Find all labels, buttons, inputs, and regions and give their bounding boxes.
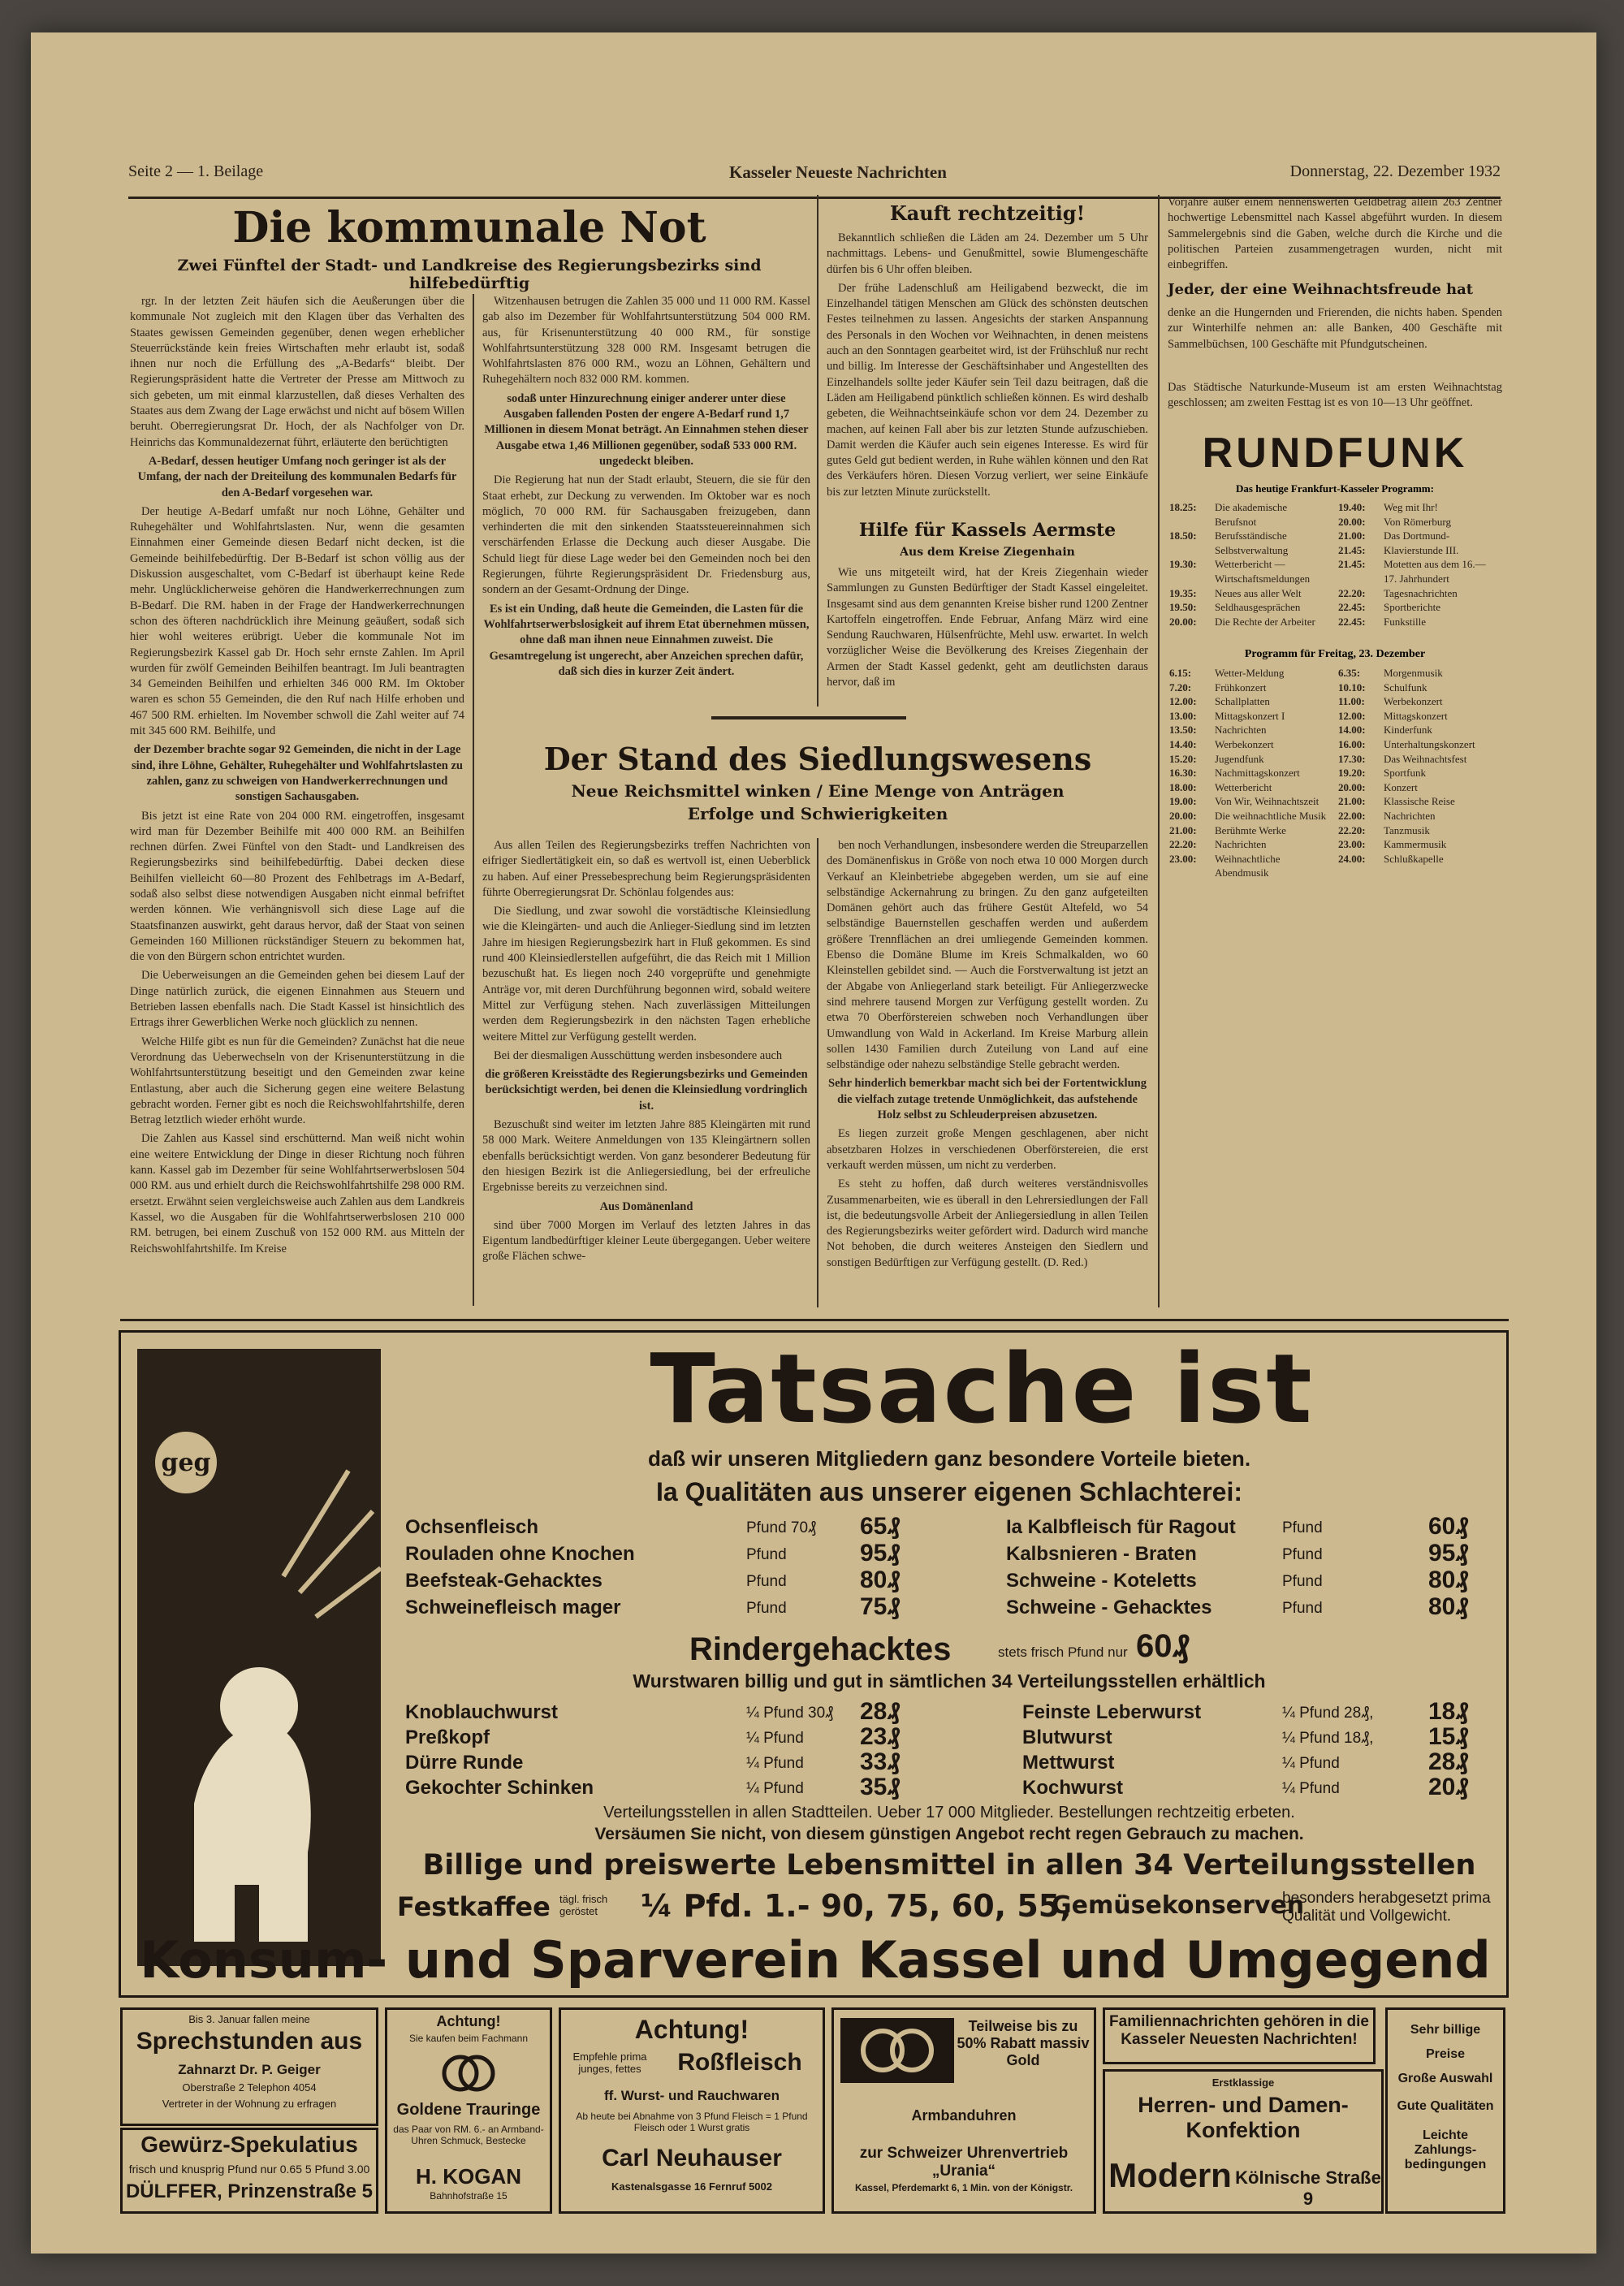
ad-konsum-rinder: Rindergehacktes — [689, 1631, 952, 1667]
price-row — [1006, 1593, 1501, 1623]
rundfunk-time: 13.50: — [1169, 724, 1197, 737]
rundfunk-time: 22.20: — [1338, 586, 1366, 599]
rundfunk-program: Funkstille — [1384, 615, 1427, 628]
rundfunk-entry — [1338, 557, 1505, 586]
item-unit: Pfund — [1282, 1573, 1323, 1590]
meat-list-left — [405, 1513, 1039, 1630]
item-price: 15₰ — [1428, 1723, 1470, 1750]
ad-konsum-info1: Verteilungsstellen in allen Stadtteilen. Ueber 17 000 Mitglieder. Bestellungen rechtzeitig erbeten. — [603, 1804, 1295, 1821]
rundfunk-time: 13.00: — [1169, 709, 1197, 722]
rundfunk-program: Die akademische Berufsnot — [1215, 501, 1288, 528]
item-unit: Pfund — [1282, 1600, 1323, 1617]
ad-duelffer: Gewürz-Spekulatius frisch und knusprig Pfund nur 0.65 5 Pfund 3.00 DÜLFFER, Prinzenstraße 5 — [120, 2128, 378, 2214]
item-price: 75₰ — [860, 1593, 901, 1620]
ad-modern: Erstklassige Herren- und Damen-Konfektion Modern Kölnische Straße 9 — [1103, 2069, 1384, 2214]
rundfunk-time: 20.00: — [1169, 615, 1197, 628]
item-price: 28₰ — [860, 1698, 901, 1725]
rings-icon — [436, 2049, 501, 2098]
article-main-subhead: Zwei Fünftel der Stadt- und Landkreise des Regierungsbezirks sind hilfebedürftig — [177, 257, 762, 292]
rundfunk-time: 16.30: — [1169, 767, 1197, 780]
article-hilfe-subhead: Aus dem Kreise Ziegenhain — [900, 546, 1075, 559]
rundfunk-time: 14.00: — [1338, 724, 1366, 737]
price-row — [405, 1566, 1039, 1597]
item-name: Preßkopf — [405, 1726, 490, 1748]
ad-konsum-kaffee-note: tägl. frisch geröstet — [559, 1893, 608, 1917]
price-row — [1006, 1566, 1501, 1597]
wurst-list-right — [1022, 1698, 1501, 1807]
rundfunk-program: Das Dortmund- — [1384, 529, 1450, 542]
rundfunk-headline: RUNDFUNK — [1202, 430, 1468, 477]
rundfunk-entry — [1169, 809, 1337, 823]
rundfunk-program: Nachmittagskonzert — [1215, 767, 1300, 780]
rundfunk-program: Weg mit Ihr! — [1384, 501, 1438, 513]
rundfunk-entry — [1338, 529, 1505, 543]
rundfunk-time: 6.35: — [1338, 667, 1361, 679]
rundfunk-time: 11.00: — [1338, 695, 1365, 708]
ad-konsum — [119, 1330, 1509, 1998]
rundfunk-time: 22.45: — [1338, 601, 1366, 614]
rundfunk-program: Das Weihnachtsfest — [1384, 752, 1467, 765]
ad-modern-side: Sehr billige Preise Große Auswahl Gute Qualitäten Leichte Zahlungs-bedingungen — [1385, 2007, 1505, 2214]
rundfunk-time: 20.00: — [1338, 515, 1366, 528]
item-name: Schweine - Koteletts — [1006, 1570, 1197, 1592]
ad-familien: Familiennachrichten gehören in die Kasseler Neuesten Nachrichten! — [1103, 2007, 1376, 2064]
rundfunk-program: Klassische Reise — [1384, 795, 1455, 808]
rundfunk-program: Motetten aus dem 16.—17. Jahrhundert — [1384, 558, 1486, 585]
price-row — [405, 1540, 1039, 1570]
item-name: Dürre Runde — [405, 1752, 524, 1774]
rundfunk-entry — [1169, 723, 1337, 737]
rundfunk-friday-right — [1338, 666, 1505, 1307]
rundfunk-time: 18.25: — [1169, 501, 1197, 513]
rundfunk-entry — [1338, 709, 1505, 724]
rundfunk-time: 20.00: — [1169, 809, 1197, 822]
rundfunk-time: 19.50: — [1169, 601, 1197, 614]
article-right-headline2: Jeder, der eine Weihnachtsfreude hat — [1168, 281, 1474, 298]
rundfunk-today-right — [1338, 500, 1505, 646]
ad-konsum-kaffee-prices: ¼ Pfd. 1.- 90, 75, 60, 55, — [641, 1888, 1072, 1924]
rundfunk-program: Werbekonzert — [1215, 737, 1274, 750]
rundfunk-entry — [1338, 809, 1505, 823]
rundfunk-program: Unterhaltungskonzert — [1384, 737, 1475, 750]
article-siedlung-headline: Der Stand des Siedlungswesens — [543, 741, 1092, 777]
ad-konsum-rinder-note: stets frisch Pfund nur — [998, 1644, 1128, 1660]
rundfunk-program: Kinderfunk — [1384, 724, 1432, 737]
rundfunk-entry — [1338, 515, 1505, 529]
rundfunk-entry — [1169, 752, 1337, 767]
rundfunk-program: Wetterbericht — Wirtschaftsmeldungen — [1215, 558, 1311, 585]
rundfunk-sub1: Das heutige Frankfurt-Kasseler Programm: — [1236, 482, 1434, 495]
ad-urania: Teilweise bis zu 50% Rabatt massiv Gold Armbanduhren zur Schweizer Uhrenvertrieb „Urania“ Kassel, Pferdemarkt 6, 1 Min. von der Königstr. — [831, 2007, 1096, 2214]
item-name: Beefsteak-Gehacktes — [405, 1570, 603, 1592]
article-siedlung-col1: Aus allen Teilen des Regierungsbezirks treffen Nachrichten von eifriger Siedlertätigkeit ein, so daß es wertvoll ist, einen Ueberblick zu haben. Auf einer Pressebesprechung beim Regierungspräsidenten führte Oberregierungsrat Dr. Schönlau folgendes aus: Die Siedlung, und zwar sowohl die vorstädtische Kleinsiedlung wie die Kleingärten- und auch die Anlieger-Siedlung sind im letzten Jahre im hiesigen Regierungsbezirk hart in Fluß gekommen. Es sind rund 400 Kleinsiedlerstellen aufgeführt, die das Reich mit 1 Million bezuschußt hat. Es liegen noch 240 vorgeprüfte und genehmigte Anträge vor, mit deren Durchführung begonnen wird, sobald weitere Mittel zur Verfügung stehen. Nach zuverlässigen Mitteilungen werden dem Regierungsbezirk in den nächsten Tagen erhebliche weitere Mittel zur Verfügung gestellt werden. Bei der diesmaligen Ausschüttung werden insbesondere auch die größeren Kreisstädte des Regierungsbezirks und Gemeinden berücksichtigt werden, bei denen die Kleinsiedlung vordringlich ist. Bezuschußt sind weiter im letzten Jahre 885 Kleingärten mit rund 58 000 Mark. Weitere Anmeldungen von 135 Kleingärtnern sollen ebenfalls berücksichtigt werden. Von ganz besonderer Bedeutung für den hiesigen Bezirk ist die Anliegersiedlung, bei der erfreuliche Ergebnisse bereits zu verzeichnen sind. Aus Domänenland sind über 7000 Morgen im Verlauf des letzten Jahres in das Eigentum landbedürftiger kleiner Leute übergegangen. Ueber weitere große Flächen schwe- — [482, 839, 810, 1264]
ad-konsum-footer: Konsum- und Sparverein Kassel und Umgegend — [140, 1930, 1491, 1990]
rundfunk-time: 19.00: — [1169, 795, 1197, 808]
rundfunk-program: Neues aus aller Welt — [1215, 586, 1302, 599]
newspaper-page — [31, 32, 1596, 2254]
item-name: Rouladen ohne Knochen — [405, 1543, 635, 1565]
rundfunk-entry — [1169, 837, 1337, 852]
item-unit: ¼ Pfund 30₰ — [746, 1705, 834, 1722]
item-price: 80₰ — [1428, 1593, 1470, 1620]
header-left: Seite 2 — 1. Beilage — [128, 162, 264, 180]
item-price: 35₰ — [860, 1774, 901, 1800]
item-price: 80₰ — [1428, 1566, 1470, 1593]
rundfunk-time: 21.00: — [1338, 529, 1366, 542]
item-unit: ¼ Pfund — [746, 1730, 804, 1747]
item-unit: ¼ Pfund — [746, 1755, 804, 1772]
rundfunk-program: Weihnachtliche Abendmusik — [1215, 852, 1281, 879]
rundfunk-entry — [1338, 837, 1505, 852]
ad-geiger: Bis 3. Januar fallen meine Sprechstunden aus Zahnarzt Dr. P. Geiger Oberstraße 2 Telephon 4054 Vertreter in der Wohnung zu erfragen — [120, 2007, 378, 2126]
rundfunk-program: Werbekonzert — [1384, 695, 1443, 708]
rundfunk-time: 22.20: — [1338, 823, 1366, 836]
child-illustration — [137, 1349, 381, 1966]
article-siedlung-col2: ben noch Verhandlungen, insbesondere werden die Streuparzellen des Domänenfiskus in Größe von noch etwa 10 000 Morgen durch Verkauf an Kleinbetriebe abgegeben werden, um sie auf eine selbständige Ackernahrung zu bringen. Zu den ganz aufgeteilten Domänen gehört auch das frühere Gestüt Altefeld, wo 54 selbständige Bauernstellen geschaffen werden und außerdem größere Trennflächen an drei umliegende Gemeinden kommen. Ebenso die Domäne Blume im Kreis Schmalkalden, wo 60 Kleinstellen gebildet sind. — Auch die Forstverwaltung ist jetzt an der Abgabe von Anliegerland stark beteiligt. Für Anliegerzwecke sind mehrere tausend Morgen zur Verfügung gestellt worden. Zu etwa 70 Oberförstereien schweben noch Verhandlungen über Umwandlung von Wald in Ackerland. Im Kreise Marburg allein sollen 1430 Familien durch Zuteilung von Land auf eine selbständige oder nahezu selbständige Stelle gebracht werden. Sehr hinderlich bemerkbar macht sich bei der Fortentwicklung die vielfach zutage tretende Unmöglichkeit, das aufstehende Holz selbst zu Schleuderpreisen abzusetzen. Es liegen zurzeit große Mengen geschlagenen, aber nicht absetzbaren Holzes in verschiedenen Oberförstereien, die erst verkauft werden müssen, um nicht zu verderben. Es steht zu hoffen, daß durch weiteres verständnisvolles Zusammenarbeiten, wie es überall in den Lehrersiedlungen der Fall ist, die bedeutungsvolle Arbeit der Anliegersiedlung in allen Teilen des Regierungsbezirks weiter gefördert wird. Dadurch wird manche Not behoben, die durch weiteres Ansteigen den Siedlern und sonstigen Bedürftigen zur Verfügung gestellt. (D. Red.) — [827, 839, 1148, 1269]
rundfunk-time: 12.00: — [1338, 709, 1366, 722]
rundfunk-time: 21.45: — [1338, 558, 1366, 571]
price-row — [405, 1723, 1039, 1752]
rundfunk-time: 19.20: — [1338, 767, 1366, 780]
item-unit: Pfund — [746, 1573, 787, 1590]
ad-konsum-line2: Ia Qualitäten aus unserer eigenen Schlachterei: — [655, 1477, 1243, 1506]
rundfunk-time: 18.50: — [1169, 529, 1197, 542]
rundfunk-program: Mittagskonzert I — [1215, 709, 1285, 722]
rundfunk-sub2: Programm für Freitag, 23. Dezember — [1244, 648, 1426, 660]
item-price: 23₰ — [860, 1723, 901, 1750]
price-row — [405, 1513, 1039, 1543]
rundfunk-time: 24.00: — [1338, 852, 1366, 865]
rundfunk-program: Schallplatten — [1215, 695, 1270, 708]
item-unit: Pfund — [746, 1600, 787, 1617]
rundfunk-entry — [1169, 557, 1337, 586]
item-unit: ¼ Pfund — [746, 1780, 804, 1797]
rundfunk-program: Nachrichten — [1215, 724, 1267, 737]
rings-icon — [840, 2018, 954, 2083]
item-unit: ¼ Pfund 28₰, — [1282, 1705, 1374, 1722]
header-center: Kasseler Neueste Nachrichten — [729, 162, 947, 182]
rundfunk-program: Morgenmusik — [1384, 667, 1443, 679]
rundfunk-entry — [1169, 709, 1337, 724]
ad-neuhauser: Achtung! Empfehle prima junges, fettes Roßfleisch ff. Wurst- und Rauchwaren Ab heute bei Abnahme von 3 Pfund Fleisch = 1 Pfund Fleisch oder 1 Wurst gratis Carl Neuhauser Kastenalsgasse 16 Fernruf 5002 — [559, 2007, 825, 2214]
rundfunk-program: Berufsständische Selbstverwaltung — [1215, 529, 1289, 556]
item-name: Kochwurst — [1022, 1777, 1124, 1799]
rundfunk-time: 19.30: — [1169, 558, 1197, 571]
ad-konsum-slogan: Billige und preiswerte Lebensmittel in allen 34 Verteilungsstellen — [422, 1849, 1476, 1882]
price-row — [405, 1698, 1039, 1726]
item-unit: ¼ Pfund — [1282, 1755, 1340, 1772]
item-unit: Pfund — [1282, 1519, 1323, 1536]
rundfunk-program: Jugendfunk — [1215, 752, 1264, 765]
price-row — [1006, 1540, 1501, 1570]
item-price: 20₰ — [1428, 1774, 1470, 1800]
price-row — [405, 1774, 1039, 1802]
item-name: Ochsenfleisch — [405, 1516, 539, 1538]
rundfunk-entry — [1338, 737, 1505, 752]
article-hilfe-headline: Hilfe für Kassels Aermste — [858, 520, 1116, 541]
rundfunk-time: 20.00: — [1338, 780, 1366, 793]
rundfunk-time: 18.00: — [1169, 780, 1197, 793]
item-price: 95₰ — [1428, 1540, 1470, 1566]
item-name: Schweine - Gehacktes — [1006, 1597, 1212, 1618]
rundfunk-program: Von Wir, Weihnachtszeit — [1215, 795, 1320, 808]
item-price: 80₰ — [860, 1566, 901, 1593]
article-siedlung-subhead2: Erfolge und Schwierigkeiten — [687, 804, 948, 823]
item-name: Knoblauchwurst — [405, 1701, 559, 1723]
rundfunk-time: 16.00: — [1338, 737, 1366, 750]
article-main-col2: Witzenhausen betrugen die Zahlen 35 000 und 11 000 RM. Kassel gab also im Dezember für Wohlfahrtsunterstützung 504 000 RM. aus, für Krisenunterstützung 40 000 RM., für sonstige Wohlfahrtsunterstützung 328 000 RM. Insgesamt betrugen die Wohlfahrtslasten 876 000 RM., wozu an Löhnen, Gehältern und Ruhegehältern noch 832 000 RM. kommen. sodaß unter Hinzurechnung einiger anderer unter diese Ausgaben fallenden Posten der engere A-Bedarf rund 1,7 Millionen in diesem Monat beträgt. An Einnahmen stehen dieser Ausgabe etwa 1,46 Millionen gegenüber, sodaß 533 000 RM. ungedeckt bleiben. Die Regierung hat nun der Stadt erlaubt, Steuern, die sie für den Staat erhebt, zur Deckung zu verwenden. Im Oktober war es noch möglich, 70 000 RM. für Sachausgaben freizugeben, dann verhinderten die mit den sinkenden Staatssteuereinnahmen sich verschärfenden Erlasse die Deckung auch dieser Ausgabe. Die Schuld liegt für diese Lage weder bei den Gemeinden noch bei den Regierungen, führte Regierungspräsident Dr. Friedensburg aus, sondern an der Gesamt-Ordnung der Dinge. Es ist ein Unding, daß heute die Gemeinden, die Lasten für die Wohlfahrtserwerbslosigkeit auf ihrem Etat übernehmen müssen, ohne daß man ihnen neue Einnahmen zuweist. Die Gesamtregelung ist ungerecht, aber Anzeichen sprechen dafür, daß sich dies in kurzer Zeit ändert. — [482, 295, 810, 678]
article-kauf-headline: Kauft rechtzeitig! — [889, 201, 1086, 225]
article-main-col1: rgr. In der letzten Zeit häufen sich die Aeußerungen über die kommunale Not zugleich mit den Klagen über das Verhalten des Staates gewissen Gemeinden gegenüber, denen wegen erheblicher Steuerrückstände kein freies Wirtschaften mehr erlaubt ist, sodaß ihnen nur noch die Erfüllung des „A-Bedarfs“ bleibt. Der Regierungspräsident hatte die Vertreter der Presse am Mittwoch zu sich gebeten, um mit einmal klarzustellen, daß dieses Verhalten des Staates aus dem Zwang der Lage erwächst und nicht auf bösem Willen beruht. Oberregierungsrat Dr. Hoch, der als Nachfolger von Dr. Heinrichs das Kommunaldezernat führt, erläuterte den berüchtigten A-Bedarf, dessen heutiger Umfang noch geringer ist als der Umfang, der nach der Dreiteilung des kommunalen Bedarfs für den A-Bedarf vorgesehen war. Der heutige A-Bedarf umfaßt nur noch Löhne, Gehälter und Ruhegehälter und Wohlfahrtslasten. Nur, wenn die gesamten Einnahmen einer Gemeinde diesen Bedarf nicht decken, ist die Gemeinde beihilfebedürftig. Der B-Bedarf ist schon völlig aus der Diskussion ausgeschaltet, vom C-Bedarf ist überhaupt keine Rede mehr. Unglücklicherweise gehören die Handwerkerrechnungen zum B-Bedarf. Die RM. haben in der Frage der Handwerkerrechnungen schon des öfteren nachdrücklich ihre Meinung geäußert, sodaß sich hier wohl weiteres erübrigt. Ueber die kommunale Not im Regierungsbezirk Kassel gab Dr. Hoch sehr ernste Zahlen. Im April wurden für zwölf Gemeinden Beihilfen beantragt. Im Juli beantragten 34 Gemeinden Beihilfen und erhielten 346 000 RM. Im Oktober waren es schon 55 Gemeinden, die den Ruf nach Hilfe erhoben und 467 500 RM. erhielten. Im November schwoll die Zahl weiter auf 74 mit 345 600 RM. Beihilfe, und der Dezember brachte sogar 92 Gemeinden, die nicht in der Lage sind, ihre Löhne, Gehälter, Ruhegehälter und Wohlfahrtslasten zu zahlen, ganz zu schweigen von Handwerkerrechnungen und sonstigen Sachausgaben. Bis jetzt ist eine Rate von 204 000 RM. eingetroffen, insgesamt wird man für Dezember Beihilfe mit 400 000 RM. an Beihilfen rechnen dürfen. Zwei Fünftel von den Stadt- und Landkreisen des Regierungsbezirks sind beihilfebedürftig. Dabei decken diese Beihilfen vielleicht 60—80 Prozent des Fehlbetrags im A-Bedarf, sodaß also selbst diese notwendigen Ausgaben nicht einmal befriftet werden können. Wie verhängnisvoll sich diese Lage auf die Staatsfinanzen auswirkt, geht daraus hervor, daß der Staat von seinen Gemeinden 160 Millionen rückständiger Steuern zu bekommen hat, die von den Bürgern schon entrichtet wurden. Die Ueberweisungen an die Gemeinden gehen bei diesem Lauf der Dinge natürlich zurück, die eigenen Einnahmen aus Steuern und Betrieben lassen ebenfalls nach. Die Stadt Kassel ist hinsichtlich des Ertrags ihrer Gewerblichen Werke noch glücklich zu nennen. Welche Hilfe gibt es nun für die Gemeinden? Zunächst hat die neue Verordnung das Ueberwechseln von der Krisenunterstützung in die Wohlfahrtsunterstützung beseitigt und den Gemeinden zwar keine Entlastung, aber auch die Sicherung gegen eine weitere Belastung gebracht worden. Ferner gibt es noch die Reichswohlfahrtshilfe, deren Betrag letztlich wieder erhöht wurde. Die Zahlen aus Kassel sind erschütternd. Man weiß nicht wohin eine weitere Entwicklung der Dinge in dieser Richtung noch führen kann. Kassel gab im Dezember für seine Wohlfahrtserwerbslosen 504 000 RM. aus und erhielt durch die Reichswohlfahrtshilfe 298 000 RM. ersetzt. Erwähnt seien vergleichsweise auch Zahlen aus dem Landkreis Kassel, wo die Ausgaben für die Wohlfahrtserwerbslosen 210 000 RM. betrugen, bei einem Zuschuß von 152 000 RM. aus Mitteln der Reichswohlfahrtshilfe. Im Kreise — [130, 295, 464, 1255]
rundfunk-entry — [1338, 723, 1505, 737]
rundfunk-time: 21.00: — [1338, 795, 1366, 808]
rundfunk-entry — [1169, 780, 1337, 795]
rundfunk-program: Die weihnachtliche Musik — [1215, 809, 1327, 822]
rundfunk-program: Nachrichten — [1215, 838, 1267, 851]
rundfunk-entry — [1338, 615, 1505, 629]
rundfunk-entry — [1169, 737, 1337, 752]
item-price: 33₰ — [860, 1748, 901, 1775]
ad-konsum-line1: daß wir unseren Mitgliedern ganz besondere Vorteile bieten. — [647, 1446, 1251, 1471]
rundfunk-entry — [1338, 823, 1505, 838]
rundfunk-friday-left — [1169, 666, 1337, 1307]
article-right-text3: Das Städtische Naturkunde-Museum ist am ersten Weihnachtstag geschlossen; am zweiten Festtag ist es von 10—13 Uhr geöffnet. — [1168, 381, 1502, 410]
rundfunk-program: Tanzmusik — [1384, 823, 1430, 836]
rundfunk-time: 12.00: — [1169, 695, 1197, 708]
rundfunk-time: 21.00: — [1169, 823, 1197, 836]
rundfunk-entry — [1338, 666, 1505, 681]
article-right-text2: denke an die Hungernden und Frierenden, die nichts haben. Spenden zur Winterhilfe nehmen an: alle Banken, 400 Geschäfte mit Sammelbüchsen, 100 Geschäfte mit Pfundgutscheinen. — [1168, 306, 1502, 351]
article-right-text: Vorjahre außer einem nennenswerten Geldbetrag allein 263 Zentner hochwertige Lebensmittel nach Kassel abgeführt wurden. In diesem Sammelergebnis sind die Gaben, welche durch die Kirche und die politischen Parteien zusammengetragen wurden, nicht mit einbegriffen. — [1168, 196, 1502, 272]
rundfunk-program: Wetterbericht — [1215, 780, 1272, 793]
item-unit: ¼ Pfund 18₰, — [1282, 1730, 1374, 1747]
rundfunk-entry — [1169, 666, 1337, 681]
rundfunk-today-left — [1169, 500, 1337, 646]
item-price: 18₰ — [1428, 1698, 1470, 1725]
rundfunk-entry — [1169, 500, 1337, 529]
rundfunk-entry — [1169, 600, 1337, 615]
rundfunk-time: 10.10: — [1338, 681, 1366, 694]
header-right: Donnerstag, 22. Dezember 1932 — [1289, 162, 1501, 180]
item-price: 60₰ — [1428, 1513, 1470, 1540]
rundfunk-time: 6.15: — [1169, 667, 1192, 679]
rundfunk-entry — [1169, 694, 1337, 709]
item-unit: Pfund — [746, 1546, 787, 1563]
rundfunk-entry — [1169, 529, 1337, 557]
item-price: 65₰ — [860, 1513, 901, 1540]
rundfunk-time: 17.30: — [1338, 752, 1366, 765]
item-name: Blutwurst — [1022, 1726, 1112, 1748]
ad-konsum-gemuese: Gemüsekonserven — [1052, 1891, 1305, 1920]
rundfunk-entry — [1169, 823, 1337, 838]
rundfunk-time: 19.35: — [1169, 586, 1197, 599]
meat-list-right — [1006, 1513, 1501, 1630]
rundfunk-entry — [1169, 586, 1337, 601]
rundfunk-program: Tagesnachrichten — [1384, 586, 1458, 599]
item-name: Mettwurst — [1022, 1752, 1115, 1774]
rundfunk-program: Sportfunk — [1384, 767, 1426, 780]
rundfunk-time: 21.45: — [1338, 543, 1366, 556]
item-unit: Pfund 70₰ — [746, 1519, 816, 1536]
rundfunk-program: Mittagskonzert — [1384, 709, 1448, 722]
rundfunk-entry — [1338, 681, 1505, 695]
page-header — [128, 128, 1501, 199]
rundfunk-time: 22.00: — [1338, 809, 1366, 822]
item-name: Gekochter Schinken — [405, 1777, 594, 1799]
rundfunk-entry — [1338, 586, 1505, 601]
item-name: Feinste Leberwurst — [1022, 1701, 1202, 1723]
article-main-headline: Die kommunale Not — [232, 203, 706, 253]
item-name: Kalbsnieren - Braten — [1006, 1543, 1197, 1565]
item-price: 95₰ — [860, 1540, 901, 1566]
ad-konsum-headline: Tatsache ist — [650, 1333, 1314, 1445]
item-name: Ia Kalbfleisch für Ragout — [1006, 1516, 1236, 1538]
rundfunk-entry — [1169, 852, 1337, 880]
rundfunk-program: Nachrichten — [1384, 809, 1436, 822]
ad-konsum-wurst-line: Wurstwaren billig und gut in sämtlichen 34 Verteilungsstellen erhältlich — [633, 1670, 1266, 1692]
geg-logo: geg — [161, 1449, 211, 1477]
rundfunk-entry — [1338, 752, 1505, 767]
rundfunk-entry — [1338, 794, 1505, 809]
rundfunk-time: 19.40: — [1338, 501, 1366, 513]
ad-konsum-kaffee: Festkaffee — [397, 1891, 551, 1922]
rundfunk-program: Wetter-Meldung — [1215, 667, 1285, 679]
rundfunk-entry — [1169, 681, 1337, 695]
article-kauf-text: Bekanntlich schließen die Läden am 24. Dezember um 5 Uhr nachmittags. Lebens- und Genußmittel, sowie Blumengeschäfte dürfen bis 6 Uhr offen bleiben. Der frühe Ladenschluß am Heiligabend bezweckt, die im Einzelhandel tätigen Menschen am Glück des schönsten deutschen Festes teilnehmen zu lassen. Angesichts der starken Anspannung des Personals in den Wochen vor Weihnachten, in denen meistens auch an den Sonntagen gearbeitet wird, ist der Frühschluß nur recht und billig. Im Interesse der Geschäftsinhaber und Angestellten des Einzelhandels sollte jeder Käufer sein Teil dazu beitragen, daß die Läden am Heiligabend pünktlich schließen können. Es wird deshalb gebeten, die Weihnachtseinkäufe schon vor dem 24. Dezember zu machen, auf keinen Fall aber bis zur letzten Stunde aufzuschieben. Damit werden die Käufer auch sein eigenes Interesse. Es wird für gutes Geld gut bedient werden, in Ruhe wählen können und den Rat des Verkäufers hören. Diesen Vorzug verliert, wer seine Einkäufe bis zur letzten Minute zurückstellt. — [827, 231, 1148, 499]
rundfunk-entry — [1338, 543, 1505, 558]
article-hilfe-text: Wie uns mitgeteilt wird, hat der Kreis Ziegenhain wieder Sammlungen zu Gunsten Bedürftiger der Stadt Kassel eingeleitet. Insgesamt sind aus dem genannten Kreise bisher rund 1200 Zentner Kartoffeln eingetroffen. Ende Februar, Anfang März wird eine Sendung Rauchwaren, Hülsenfrüchte, Mehl usw. erwartet. In welch vorzüglicher Weise die Bevölkerung des Kreises Ziegenhain der Armen der Stadt Kassel gedenkt, geht am deutlichsten daraus hervor, daß im — [827, 566, 1148, 689]
article-siedlung-subhead1: Neue Reichsmittel winken / Eine Menge von Anträgen — [571, 781, 1065, 801]
rundfunk-time: 23.00: — [1338, 838, 1366, 851]
item-unit: ¼ Pfund — [1282, 1780, 1340, 1797]
rundfunk-entry — [1169, 615, 1337, 629]
rundfunk-time: 23.00: — [1169, 852, 1197, 865]
rundfunk-program: Seldhausgesprächen — [1215, 601, 1301, 614]
rundfunk-program: Von Römerburg — [1384, 515, 1451, 528]
price-row — [405, 1593, 1039, 1623]
rundfunk-program: Berühmte Werke — [1215, 823, 1286, 836]
rundfunk-time: 14.40: — [1169, 737, 1197, 750]
rundfunk-program: Konzert — [1384, 780, 1418, 793]
rundfunk-program: Klavierstunde III. — [1384, 543, 1459, 556]
price-row — [1006, 1513, 1501, 1543]
ad-kogan: Achtung! Sie kaufen beim Fachmann Goldene Trauringe das Paar von RM. 6.- an Armband-Uhren Schmuck, Bestecke H. KOGAN Bahnhofstraße 15 — [385, 2007, 552, 2214]
rundfunk-time: 7.20: — [1169, 681, 1192, 694]
ad-konsum-rinder-price: 60₰ — [1136, 1628, 1190, 1664]
item-price: 28₰ — [1428, 1748, 1470, 1775]
rundfunk-program: Sportberichte — [1384, 601, 1441, 614]
ad-konsum-gemuese-note: besonders herabgesetzt prima Qualität und Vollgewicht. — [1282, 1890, 1491, 1925]
wurst-list-left — [405, 1698, 1039, 1807]
rundfunk-entry — [1338, 600, 1505, 615]
rundfunk-program: Schulfunk — [1384, 681, 1427, 694]
item-unit: Pfund — [1282, 1546, 1323, 1563]
rundfunk-entry — [1338, 500, 1505, 515]
price-row — [405, 1748, 1039, 1777]
rundfunk-program: Kammermusik — [1384, 838, 1447, 851]
rundfunk-entry — [1338, 852, 1505, 866]
rundfunk-entry — [1169, 766, 1337, 780]
rundfunk-entry — [1169, 794, 1337, 809]
rundfunk-time: 22.45: — [1338, 615, 1366, 628]
rundfunk-time: 22.20: — [1169, 838, 1197, 851]
price-row — [1022, 1774, 1501, 1802]
rundfunk-time: 15.20: — [1169, 752, 1197, 765]
rundfunk-program: Frühkonzert — [1215, 681, 1267, 694]
rundfunk-entry — [1338, 694, 1505, 709]
item-name: Schweinefleisch mager — [405, 1597, 621, 1618]
rundfunk-program: Die Rechte der Arbeiter — [1215, 615, 1315, 628]
rundfunk-entry — [1338, 780, 1505, 795]
ad-konsum-info2: Versäumen Sie nicht, von diesem günstigen Angebot recht regen Gebrauch zu machen. — [594, 1825, 1304, 1843]
rundfunk-entry — [1338, 766, 1505, 780]
rundfunk-program: Schlußkapelle — [1384, 852, 1444, 865]
